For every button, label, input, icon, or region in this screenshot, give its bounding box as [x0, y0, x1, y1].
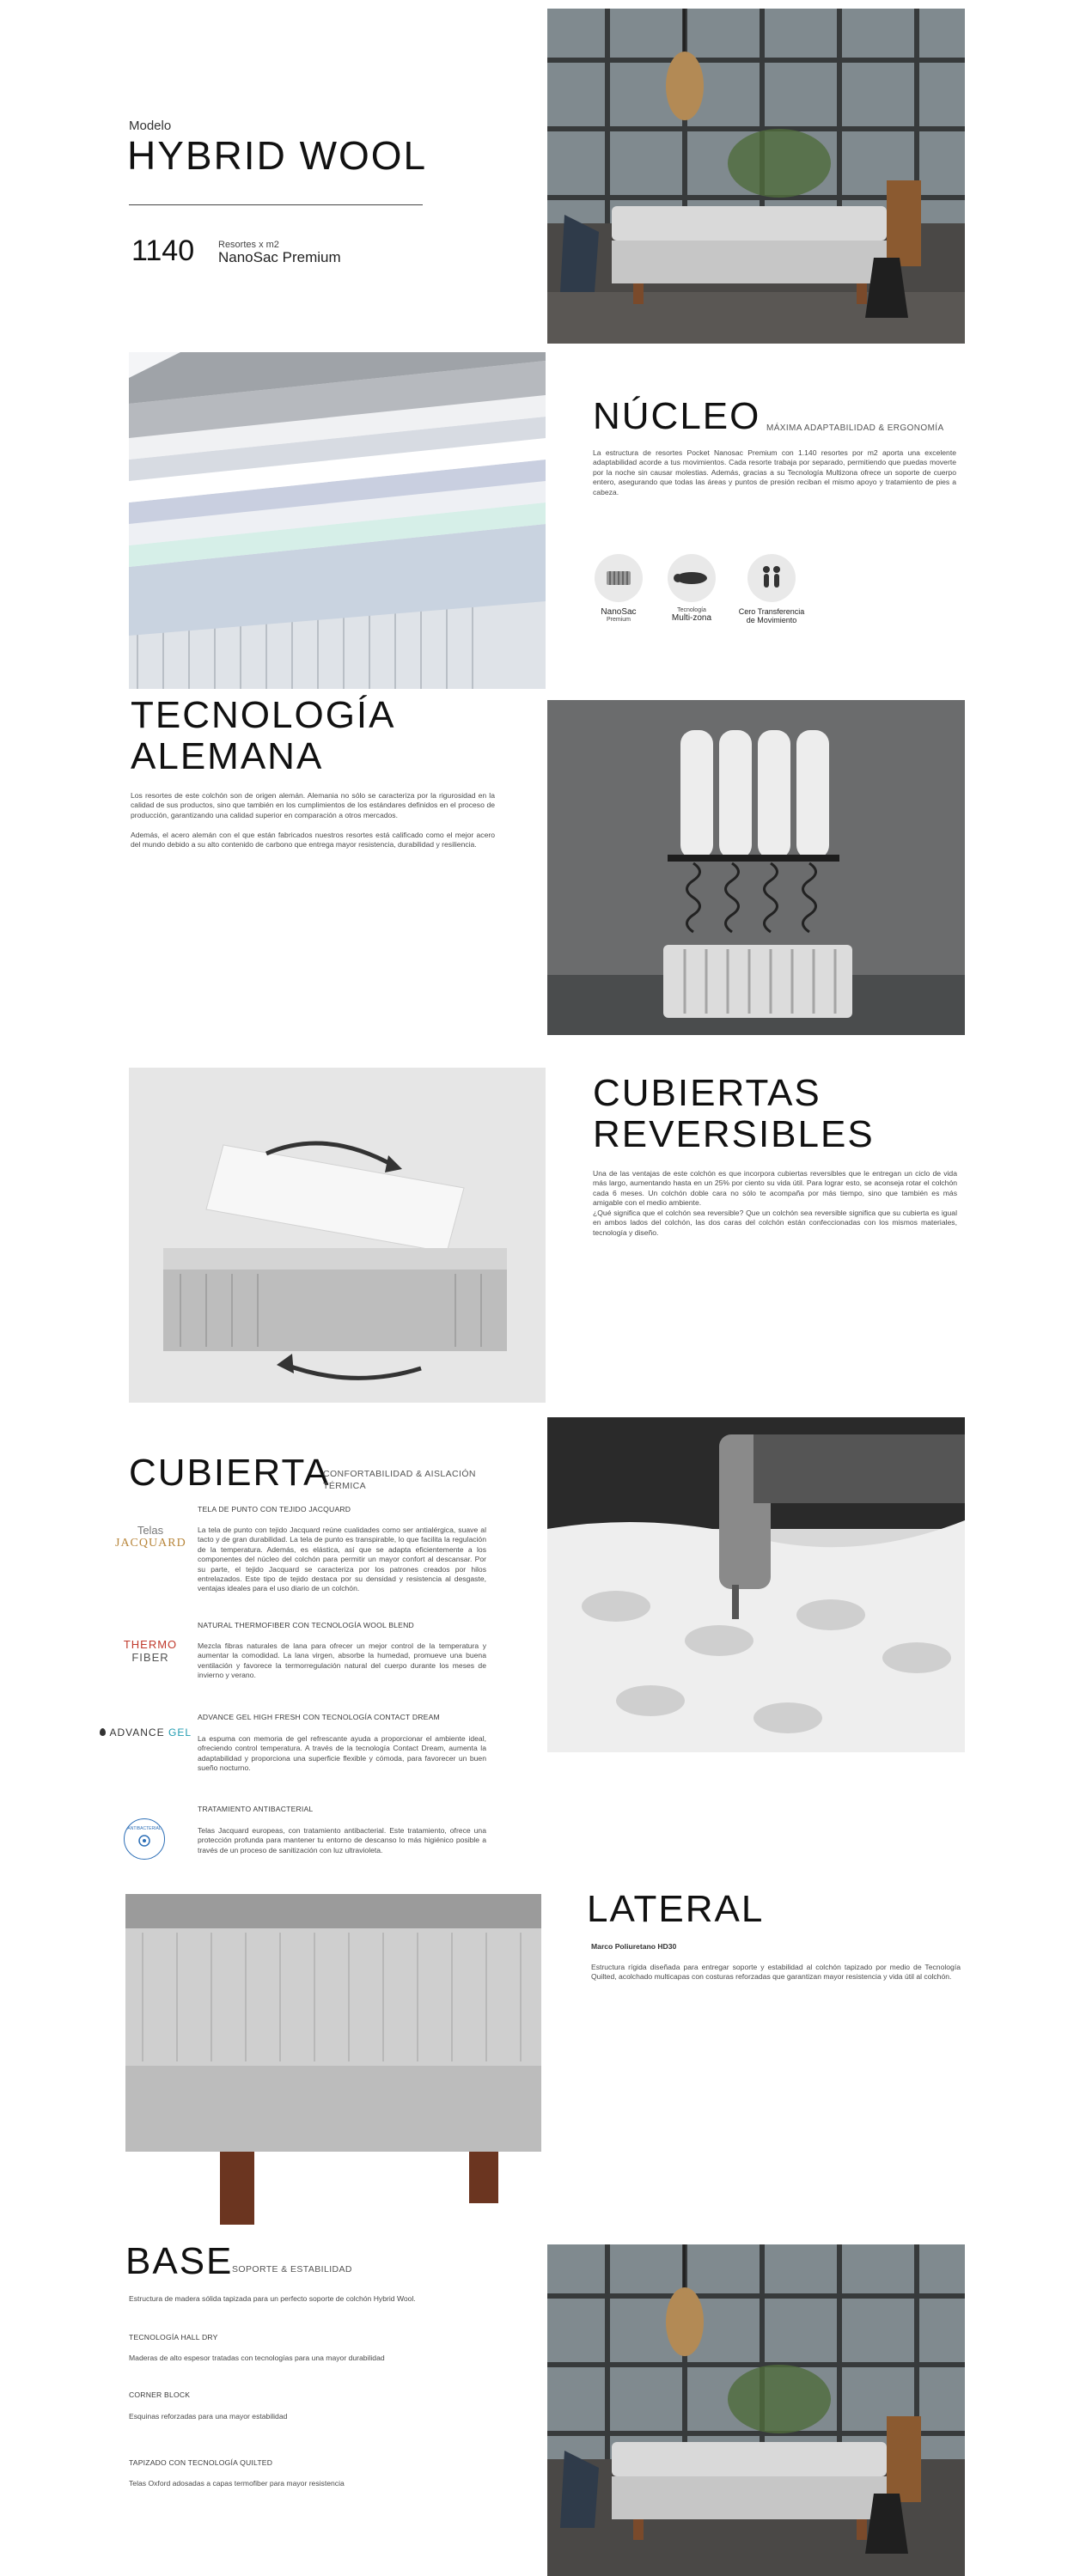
cubierta-subtitle-line1: CONFORTABILIDAD & AISLACIÓN — [323, 1469, 476, 1479]
base-subtitle: SOPORTE & ESTABILIDAD — [232, 2264, 352, 2275]
advance-gel-logo — [100, 1725, 194, 1740]
spring-type: NanoSac Premium — [218, 249, 341, 265]
lateral-heading: Marco Poliuretano HD30 — [591, 1942, 677, 1951]
base-title: BASE — [125, 2240, 234, 2282]
feature-multizona-label: Tecnología — [677, 607, 706, 613]
base-item-quilted-body: Telas Oxford adosadas a capas termofiber para mayor resistencia — [129, 2479, 345, 2488]
nucleo-body: La estructura de resortes Pocket Nanosac Premium con 1.140 resortes por m2 aporta una excelente adaptabilidad acorde a tus movimientos. Cada resorte trabaja por separado, permitiendo que puedas moverte por la noche sin causar molestias. Además, gracias a su Tecnología Multizona ofrece un soporte de cuerpo entero, asegurando que todas las áreas y puntos de presión reciban el mismo apoyo y tratamiento de pies a cabeza. — [593, 448, 956, 496]
thermofiber-logo-top: THERMO — [123, 1638, 178, 1651]
jacquard-logo-bottom: JACQUARD — [115, 1537, 186, 1550]
feature-nanosac-label: NanoSac — [601, 607, 637, 617]
base-item-quilted-heading: TAPIZADO CON TECNOLOGÍA QUILTED — [129, 2458, 273, 2467]
mattress-layers-illustration — [129, 352, 546, 689]
jacquard-logo-top: Telas — [137, 1524, 164, 1537]
mattress-on-base-illustration — [125, 1894, 541, 2230]
antibacterial-heading: TRATAMIENTO ANTIBACTERIAL — [198, 1805, 314, 1813]
bedroom-photo-bottom — [547, 2244, 965, 2576]
cubierta-title: CUBIERTA — [129, 1452, 331, 1494]
model-label: Modelo — [129, 119, 172, 133]
reversibles-title-line1: CUBIERTAS — [593, 1072, 821, 1114]
couple-sleeping-icon — [747, 554, 796, 602]
base-item-corner-block-body: Esquinas reforzadas para una mayor estabilidad — [129, 2412, 288, 2421]
advance-gel-logo-top: ADVANCE — [109, 1726, 165, 1739]
base-item-hall-dry-body: Maderas de alto espesor tratadas con tecnologías para una mayor durabilidad — [129, 2354, 385, 2362]
reversible-mattress-illustration — [129, 1068, 546, 1403]
model-name: HYBRID WOOL — [127, 133, 428, 178]
base-item-hall-dry-heading: TECNOLOGÍA HALL DRY — [129, 2333, 218, 2342]
nanosac-springs-icon — [595, 554, 643, 602]
cubierta-subtitle-line2: TÉRMICA — [323, 1481, 367, 1491]
lateral-title: LATERAL — [587, 1888, 765, 1930]
jacquard-body: La tela de punto con tejido Jacquard reúne cualidades como ser antialérgica, suave al tacto y de gran durabilidad. La tela de punto es transpirable, lo que facilita la regulación de la temperatura. Además, es elástica, así que se adapta eficientemente a los componentes del núcleo del colchón para permitir un mayor confort al descansar. Por su parte, el tejido Jacquard se caracteriza por los patrones creados por hilos entrelazados. Este tipo de tejido destaca por su densidad y resistencia al desgaste, ventajas ideales para el uso diario de un colchón. — [198, 1526, 486, 1593]
nucleo-subtitle: MÁXIMA ADAPTABILIDAD & ERGONOMÍA — [766, 423, 944, 433]
advance-gel-heading: ADVANCE GEL HIGH FRESH CON TECNOLOGÍA CONTACT DREAM — [198, 1713, 440, 1721]
thermofiber-heading: NATURAL THERMOFIBER CON TECNOLOGÍA WOOL BLEND — [198, 1621, 414, 1629]
header-divider — [129, 204, 423, 205]
feature-transferencia-label2: de Movimiento — [746, 616, 797, 624]
quilting-machine-photo — [547, 1417, 965, 1752]
bedroom-photo-top — [547, 9, 965, 344]
thermofiber-logo-bottom: FIBER — [131, 1651, 169, 1664]
aleman-body-1: Los resortes de este colchón son de origen alemán. Alemania no sólo se caracteriza por la rigurosidad en la calidad de sus productos, sino que también en los cumplimientos de los estándares definidos en el proceso de producción, garantizando una calidad superior en comparación a otros mercados. — [131, 791, 495, 819]
jacquard-logo — [115, 1524, 186, 1550]
lateral-body: Estructura rígida diseñada para entregar soporte y estabilidad al colchón tapizado por medio de Tecnología Quilted, acolchado multicapas con costuras reforzadas que garantizan mayor resistencia y vida útil al colchón. — [591, 1963, 961, 1982]
antibacterial-body: Telas Jacquard europeas, con tratamiento antibacterial. Este tratamiento, ofrece una protección profunda para mantener tu entorno de descanso lo más higiénico posible a través de un proceso de sanitización con luz ultravioleta. — [198, 1826, 486, 1854]
base-intro: Estructura de madera sólida tapizada para un perfecto soporte de colchón Hybrid Wool. — [129, 2294, 416, 2303]
advance-gel-logo-bottom: GEL — [168, 1726, 192, 1739]
aleman-title-line1: TECNOLOGÍA — [131, 694, 396, 736]
reversibles-title-line2: REVERSIBLES — [593, 1113, 875, 1155]
aleman-body-2: Además, el acero alemán con el que están fabricados nuestros resortes está calificado como el mejor acero del mundo debido a su alto contenido de carbono que entrega mayor resistencia, durabilidad y resiliencia. — [131, 831, 495, 850]
feature-multizona-label2: Multi-zona — [671, 613, 712, 623]
jacquard-heading: TELA DE PUNTO CON TEJIDO JACQUARD — [198, 1505, 351, 1513]
feature-multizona — [666, 554, 717, 623]
springs-photo — [547, 700, 965, 1035]
thermofiber-body: Mezcla fibras naturales de lana para ofrecer un mejor control de la temperatura y aumentar la comodidad. La lana virgen, absorbe la humedad, promueve una buena ventilación y favorece la termorregulación natural del cuerpo durante los meses de invierno y verano. — [198, 1641, 486, 1680]
feature-transferencia — [735, 554, 808, 624]
antibacterial-badge-icon — [124, 1818, 165, 1860]
antibacterial-logo-text: ANTIBACTERIAL — [127, 1826, 162, 1831]
nucleo-title: NÚCLEO — [593, 395, 761, 437]
spring-unit: Resortes x m2 — [218, 240, 279, 250]
advance-gel-body: La espuma con memoria de gel refrescante ayuda a proporcionar el ambiente ideal, ofreciendo control temperatura. A través de la tecnología Contact Dream, aumenta la adaptabilidad y proporciona una superficie flexible y cómoda, para favorecer un buen sueño nocturno. — [198, 1734, 486, 1773]
thermofiber-logo — [115, 1638, 186, 1664]
gel-drop-icon — [100, 1728, 106, 1736]
reversibles-body-1: Una de las ventajas de este colchón es que incorpora cubiertas reversibles que le entregan un ciclo de vida más largo, aumentando hasta en un 25% por ciento su vida útil. Para lograr esto, se aconseja rotar el colchón cada 6 meses. Un colchón doble cara no sólo te acompaña por más tiempo, sino que también es más amigable con el medio ambiente. — [593, 1169, 957, 1208]
feature-nanosac — [593, 554, 644, 623]
feature-transferencia-label: Cero Transferencia — [738, 607, 805, 616]
reversibles-body-2: ¿Qué significa que el colchón sea reversible? Que un colchón sea reversible significa que su cubierta es igual en ambos lados del colchón, las dos caras del colchón están confeccionadas con los mismos materiales, tecnología y diseño. — [593, 1209, 957, 1237]
feature-nanosac-label2: Premium — [606, 617, 631, 623]
spring-count: 1140 — [131, 234, 195, 267]
aleman-title-line2: ALEMANA — [131, 735, 324, 777]
multi-zone-body-icon — [668, 554, 716, 602]
base-item-corner-block-heading: CORNER BLOCK — [129, 2390, 191, 2399]
